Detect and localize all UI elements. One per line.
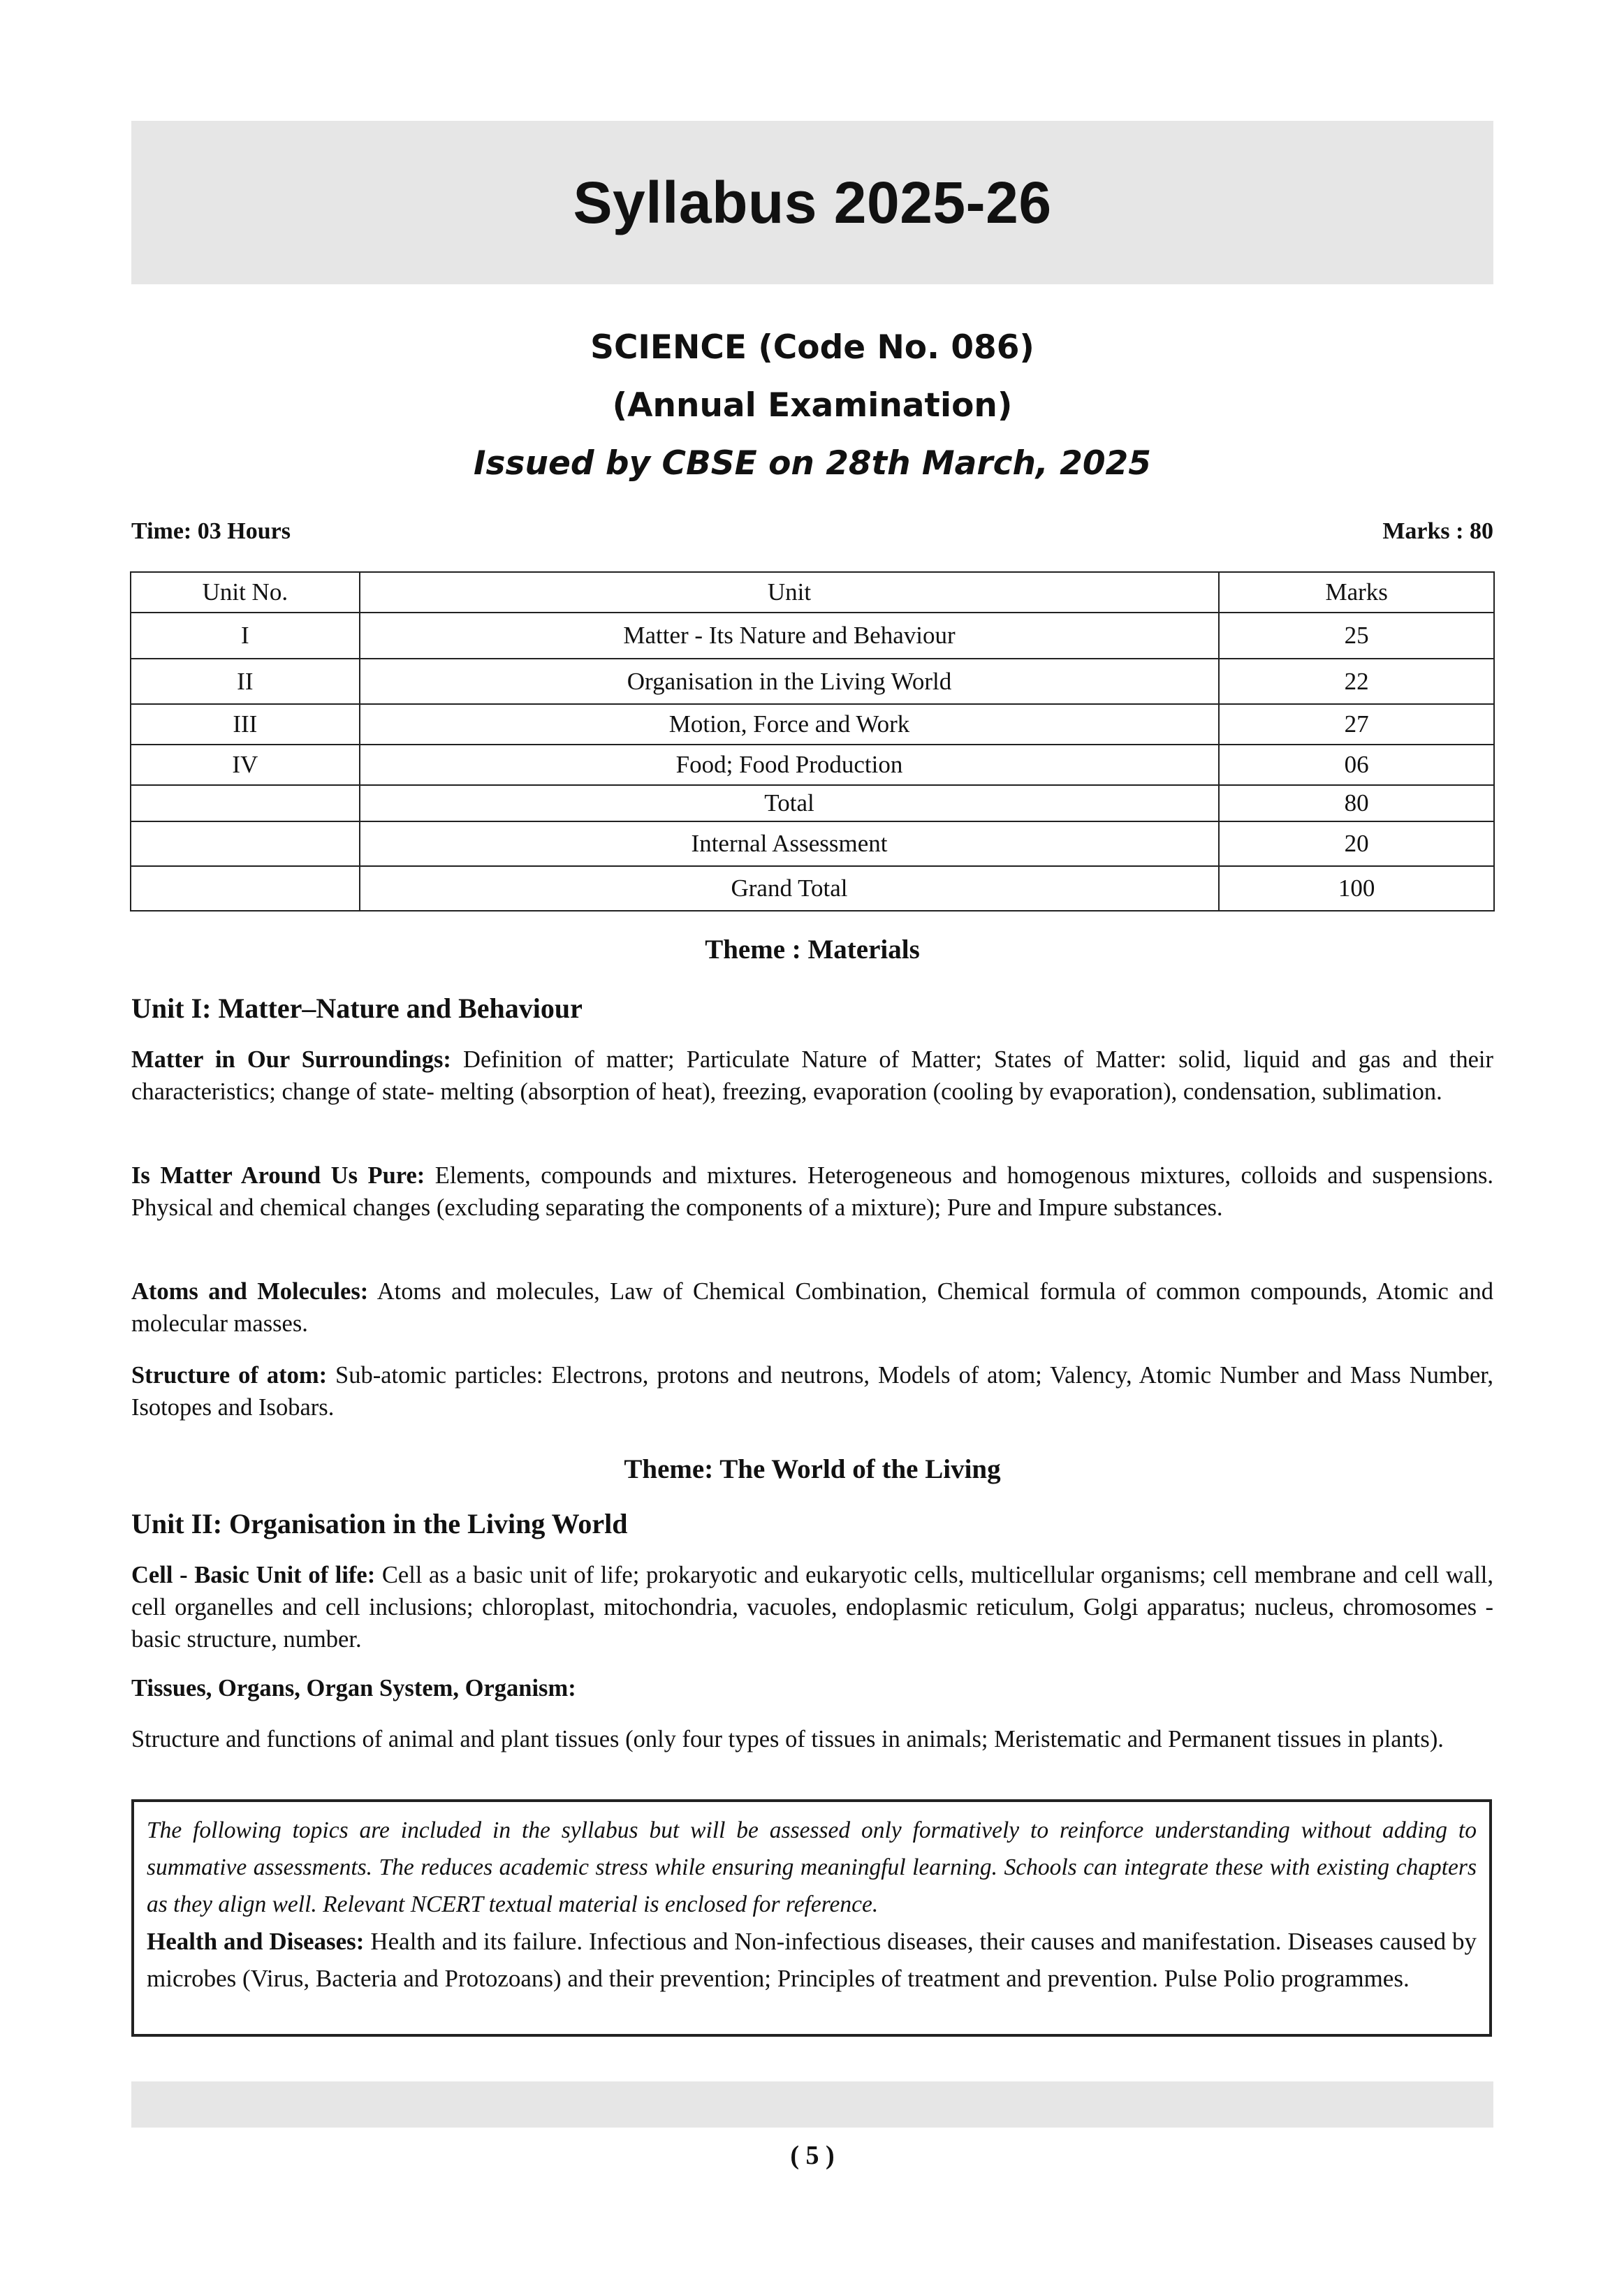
cell-marks: 25 bbox=[1219, 613, 1494, 659]
note-health bbox=[147, 1923, 1477, 1997]
table-row bbox=[131, 866, 1494, 911]
cell-unit-no: III bbox=[131, 704, 360, 745]
topic-matter-pure bbox=[131, 1159, 1493, 1224]
cell-marks: 22 bbox=[1219, 659, 1494, 704]
cell-unit: Internal Assessment bbox=[360, 821, 1220, 866]
table-header-row bbox=[131, 572, 1494, 613]
time-label: Time: 03 Hours bbox=[131, 518, 291, 544]
title-banner bbox=[131, 121, 1493, 284]
exam-heading: (Annual Examination) bbox=[612, 386, 1013, 425]
topic-matter-surroundings bbox=[131, 1044, 1493, 1108]
topic-head: Structure of atom: bbox=[131, 1362, 328, 1389]
cell-unit: Total bbox=[360, 785, 1220, 821]
col-header-unit-no: Unit No. bbox=[131, 572, 360, 613]
subject-heading: SCIENCE (Code No. 086) bbox=[590, 328, 1034, 367]
cell-marks: 06 bbox=[1219, 745, 1494, 785]
cell-marks: 100 bbox=[1219, 866, 1494, 911]
note-health-head: Health and Diseases: bbox=[147, 1928, 365, 1955]
note-italic-text: The following topics are included in the syllabus but will be assessed only formatively to reinforce understanding without adding to summative assessments. The reduces academic stress while ensuring meaningful learning. Schools can integrate these with existing chapters as they align well. Relevant NCERT textual material is enclosed for reference. bbox=[147, 1817, 1477, 1917]
topic-cell bbox=[131, 1559, 1493, 1655]
col-header-unit: Unit bbox=[360, 572, 1220, 613]
unit-2-title: Unit II: Organisation in the Living World bbox=[131, 1508, 628, 1539]
table-row bbox=[131, 613, 1494, 659]
cell-unit-no bbox=[131, 866, 360, 911]
unit-1-title: Unit I: Matter–Nature and Behaviour bbox=[131, 993, 583, 1024]
topic-text: Definition of matter; Particulate Nature of Matter; States of Matter: solid, liquid and gas and their characteristics; change of state- melting (absorption of heat), freezing, evaporation (cooling by evaporation), condensation, sublimation. bbox=[131, 1046, 1493, 1105]
issued-heading: Issued by CBSE on 28th March, 2025 bbox=[474, 444, 1151, 483]
footer-bar bbox=[131, 2081, 1493, 2128]
table-row bbox=[131, 704, 1494, 745]
table-row bbox=[131, 745, 1494, 785]
cell-unit-no: II bbox=[131, 659, 360, 704]
table-row bbox=[131, 659, 1494, 704]
page-title: Syllabus 2025-26 bbox=[573, 169, 1052, 235]
topic-atoms-molecules bbox=[131, 1275, 1493, 1340]
topic-text: Cell as a basic unit of life; prokaryotic and eukaryotic cells, multicellular organisms; cell membrane and cell wall, cell organelles and cell inclusions; chloroplast, mitochondria, vacuoles, endoplasmic reticulum, Golgi apparatus; nucleus, chromosomes - basic structure, number. bbox=[131, 1562, 1493, 1653]
cell-unit: Organisation in the Living World bbox=[360, 659, 1220, 704]
table-row bbox=[131, 821, 1494, 866]
topic-head: Cell - Basic Unit of life: bbox=[131, 1562, 376, 1588]
cell-unit: Motion, Force and Work bbox=[360, 704, 1220, 745]
cell-unit-no: IV bbox=[131, 745, 360, 785]
cell-marks: 27 bbox=[1219, 704, 1494, 745]
topic-text: Sub-atomic particles: Electrons, protons and neutrons, Models of atom; Valency, Atomic Number and Mass Number, Isotopes and Isobars. bbox=[131, 1362, 1493, 1421]
cell-unit-no: I bbox=[131, 613, 360, 659]
topic-head: Atoms and Molecules: bbox=[131, 1278, 369, 1305]
theme-materials: Theme : Materials bbox=[705, 935, 920, 965]
topic-tissues-head bbox=[131, 1672, 1493, 1704]
cell-marks: 80 bbox=[1219, 785, 1494, 821]
topic-head: Is Matter Around Us Pure: bbox=[131, 1162, 425, 1189]
topic-head: Matter in Our Surroundings: bbox=[131, 1046, 451, 1073]
cell-unit: Food; Food Production bbox=[360, 745, 1220, 785]
topic-structure-atom bbox=[131, 1359, 1493, 1423]
col-header-marks: Marks bbox=[1219, 572, 1494, 613]
theme-living: Theme: The World of the Living bbox=[624, 1454, 1001, 1484]
cell-unit: Matter - Its Nature and Behaviour bbox=[360, 613, 1220, 659]
cell-unit-no bbox=[131, 785, 360, 821]
formative-note-box bbox=[131, 1799, 1492, 2037]
cell-marks: 20 bbox=[1219, 821, 1494, 866]
page-number: ( 5 ) bbox=[790, 2141, 835, 2170]
topic-text: Elements, compounds and mixtures. Heterogeneous and homogenous mixtures, colloids and suspensions. Physical and chemical changes (excluding separating the components of a mixture); Pure and Impure substances. bbox=[131, 1162, 1493, 1221]
marks-label: Marks : 80 bbox=[1382, 518, 1493, 544]
marks-table bbox=[130, 571, 1495, 912]
note-health-text: Health and its failure. Infectious and Non-infectious diseases, their causes and manifestation. Diseases caused by microbes (Virus, Bacteria and Protozoans) and their prevention; Principles of treatment and prevention. Pulse Polio programmes. bbox=[147, 1928, 1477, 1992]
table-row bbox=[131, 785, 1494, 821]
topic-tissues-text: Structure and functions of animal and plant tissues (only four types of tissues in animals; Meristematic and Permanent tissues in plants). bbox=[131, 1726, 1444, 1752]
cell-unit-no bbox=[131, 821, 360, 866]
topic-head: Tissues, Organs, Organ System, Organism: bbox=[131, 1675, 576, 1701]
topic-text: Atoms and molecules, Law of Chemical Combination, Chemical formula of common compounds, Atomic and molecular masses. bbox=[131, 1278, 1493, 1337]
cell-unit: Grand Total bbox=[360, 866, 1220, 911]
